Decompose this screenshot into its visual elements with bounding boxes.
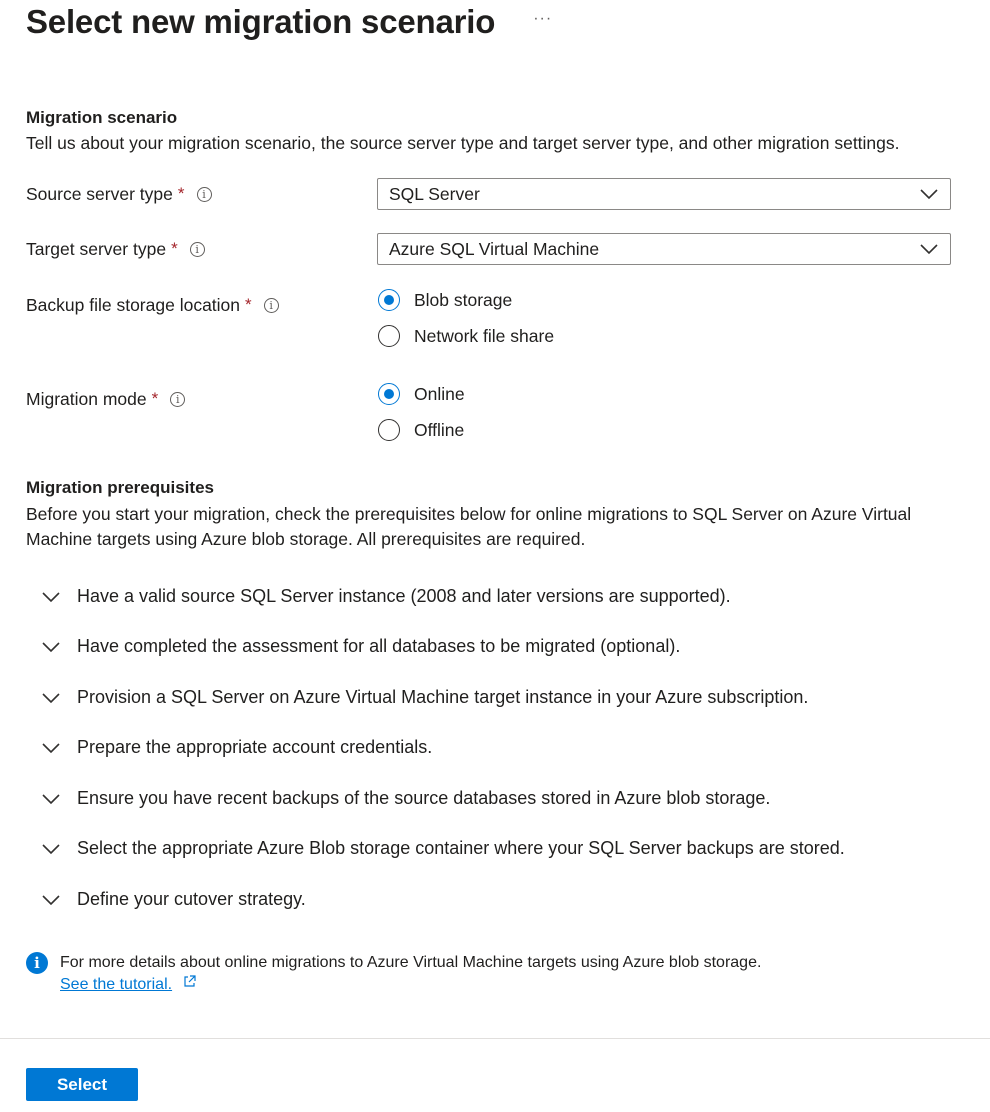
radio-offline[interactable]: Offline [378, 419, 464, 441]
radio-selected-icon [378, 289, 400, 311]
scenario-description: Tell us about your migration scenario, the source server type and target server type, and other migration settings. [26, 133, 900, 153]
info-icon[interactable]: i [197, 187, 212, 202]
page-header [26, 0, 552, 44]
required-marker: * [245, 295, 252, 314]
required-marker: * [151, 389, 159, 408]
prereq-item[interactable]: Have completed the assessment for all databases to be migrated (optional). [42, 636, 680, 657]
chevron-down-icon [42, 742, 60, 754]
prereq-description: Before you start your migration, check the prerequisites below for online migrations to SQL Server on Azure Virtual Machine targets using Azure blob storage. All prerequisites are required. [26, 504, 912, 549]
prereq-item[interactable]: Ensure you have recent backups of the source databases stored in Azure blob storage. [42, 788, 770, 809]
required-marker: * [171, 239, 178, 258]
footer-divider [0, 1038, 990, 1039]
info-text: For more details about online migrations to Azure Virtual Machine targets using Azure blob storage. [60, 954, 762, 971]
info-icon[interactable]: i [264, 298, 279, 313]
radio-selected-icon [378, 383, 400, 405]
prereq-item[interactable]: Select the appropriate Azure Blob storage container where your SQL Server backups are stored. [42, 838, 845, 859]
radio-network-file-share[interactable]: Network file share [378, 325, 554, 347]
required-marker: * [177, 184, 185, 203]
info-icon[interactable]: i [170, 392, 185, 407]
chevron-down-icon [920, 188, 938, 200]
scenario-section-title: Migration scenario [26, 108, 178, 127]
chevron-down-icon [920, 243, 938, 255]
prereq-section-title: Migration prerequisites [26, 478, 214, 497]
target-server-type-value: Azure SQL Virtual Machine [389, 238, 600, 259]
radio-blob-storage[interactable]: Blob storage [378, 289, 512, 311]
source-server-type-label: Source server type * i [26, 182, 212, 206]
prereq-item[interactable]: Provision a SQL Server on Azure Virtual Machine target instance in your Azure subscription. [42, 687, 808, 708]
radio-online[interactable]: Online [378, 383, 465, 405]
target-server-type-label: Target server type * i [26, 237, 205, 261]
source-server-type-dropdown[interactable] [377, 178, 951, 210]
external-link-icon[interactable] [183, 975, 196, 988]
info-message [26, 952, 761, 996]
select-button[interactable]: Select [26, 1068, 138, 1101]
prereq-item[interactable]: Define your cutover strategy. [42, 889, 306, 910]
page-title: Select new migration scenario [26, 3, 496, 40]
backup-location-label: Backup file storage location * i [26, 293, 279, 317]
info-icon[interactable]: i [190, 242, 205, 257]
prereq-item[interactable]: Prepare the appropriate account credentials. [42, 737, 432, 758]
more-options-icon[interactable]: ··· [533, 10, 553, 27]
chevron-down-icon [42, 793, 60, 805]
chevron-down-icon [42, 692, 60, 704]
chevron-down-icon [42, 591, 60, 603]
radio-unselected-icon [378, 325, 400, 347]
radio-unselected-icon [378, 419, 400, 441]
chevron-down-icon [42, 641, 60, 653]
chevron-down-icon [42, 894, 60, 906]
source-server-type-value: SQL Server [389, 183, 480, 204]
prereq-item[interactable]: Have a valid source SQL Server instance (2008 and later versions are supported). [42, 586, 731, 607]
info-icon: i [26, 952, 48, 974]
migration-mode-label: Migration mode * i [26, 387, 185, 411]
tutorial-link[interactable]: See the tutorial. [60, 976, 173, 993]
chevron-down-icon [42, 843, 60, 855]
target-server-type-dropdown[interactable] [377, 233, 951, 265]
